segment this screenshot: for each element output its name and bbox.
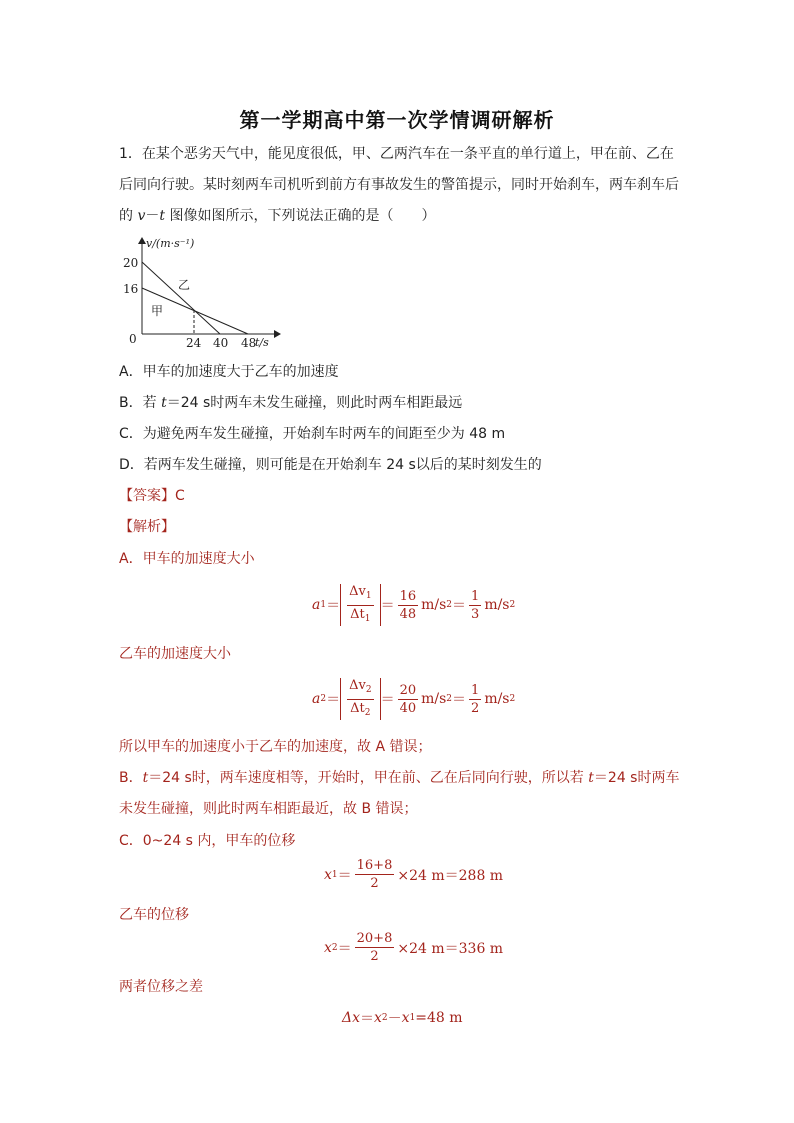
b1-mid: ＝24 s时，两车速度相等，开始时，甲在前、乙在后同向行驶，所以若 — [148, 770, 589, 786]
f1-eq2: ＝ — [380, 598, 395, 614]
question-line-2: 后同向行驶。某时刻两车司机听到前方有事故发生的警笛提示，同时开始刹车，两车刹车后 — [119, 177, 679, 193]
f3-frac — [355, 857, 395, 892]
f2-den: 40 — [399, 700, 417, 716]
f1-dt: Δt — [350, 606, 365, 622]
analysis-yi-displacement: 乙车的位移 — [119, 907, 189, 923]
question-line-1: 1．在某个恶劣天气中，能见度很低，甲、乙两汽车在一条平直的单行道上，甲在前、乙在 — [119, 146, 674, 162]
option-d: D．若两车发生碰撞，则可能是在开始刹车 24 s以后的某时刻发生的 — [119, 457, 542, 473]
f2-unit-sup: 2 — [446, 694, 453, 704]
f2-dt-sub: 2 — [364, 707, 371, 718]
f3-lhs-sub: 1 — [331, 869, 338, 880]
page-title: 第一学期高中第一次学情调研解析 — [239, 108, 555, 132]
f4-eq: ＝ — [337, 940, 352, 957]
f1-dv: Δv — [349, 583, 366, 599]
answer-line — [119, 486, 185, 506]
f2-unit2: m/s — [484, 691, 510, 707]
var-t: t — [159, 208, 166, 224]
f3-tail: ×24 m＝288 m — [397, 867, 504, 884]
f4-lhs-sub: 2 — [331, 942, 338, 953]
f1-unit2-sup: 2 — [509, 600, 516, 610]
b1-pre: B． — [119, 770, 143, 786]
y-tick-0: 0 — [129, 332, 137, 346]
x-tick-48: 48 — [241, 336, 257, 350]
formula-a1 — [312, 584, 515, 626]
minus-sign: － — [145, 208, 160, 224]
f2-dv: Δv — [349, 677, 366, 693]
f3-eq: ＝ — [337, 867, 352, 884]
f1-num: 16 — [399, 588, 417, 604]
f5-x2: x — [374, 1010, 382, 1026]
f2-eq3: ＝ — [452, 692, 467, 708]
var-t: t — [161, 395, 167, 411]
question-line-3-pre: 的 — [119, 208, 138, 224]
f2-frac2 — [469, 682, 481, 717]
f2-unit: m/s — [421, 691, 447, 707]
f2-num: 20 — [399, 682, 417, 698]
f4-frac — [355, 930, 395, 965]
analysis-a-head: A．甲车的加速度大小 — [119, 551, 255, 567]
f3-den: 2 — [370, 876, 379, 891]
f2-frac — [398, 682, 419, 717]
question-line-3-post: 图像如图所示，下列说法正确的是（ ） — [165, 208, 436, 224]
option-b-pre: B．若 — [119, 395, 162, 411]
option-a: A．甲车的加速度大于乙车的加速度 — [119, 364, 339, 380]
var-v: v — [137, 208, 146, 224]
formula-a2 — [312, 678, 515, 720]
f1-eq: ＝ — [326, 598, 341, 614]
y-tick-20: 20 — [123, 256, 139, 270]
f2-n2: 1 — [471, 682, 480, 698]
f2-dt: Δt — [350, 700, 365, 716]
y-tick-16: 16 — [123, 282, 139, 296]
f5-x1: x — [401, 1010, 410, 1026]
option-c: C．为避免两车发生碰撞，开始刹车时两车的间距至少为 48 m — [119, 426, 506, 442]
label-yi: 乙 — [178, 278, 191, 292]
f3-lhs: x — [324, 866, 332, 883]
y-axis-label: v/(m·s⁻¹) — [146, 237, 195, 250]
f2-dv-sub: 2 — [365, 684, 372, 695]
f1-abs — [340, 584, 380, 626]
f4-den: 2 — [370, 949, 379, 964]
f2-unit2-sup: 2 — [509, 694, 516, 704]
f2-eq2: ＝ — [380, 692, 395, 708]
answer-value: C — [175, 488, 185, 504]
f1-n2: 1 — [471, 588, 480, 604]
f1-lhs: a — [312, 597, 321, 613]
f5-x2-sub: 2 — [381, 1013, 388, 1023]
analysis-diff-head: 两者位移之差 — [119, 979, 203, 995]
f1-den: 48 — [399, 606, 417, 622]
f1-unit-sup: 2 — [446, 600, 453, 610]
question-line-3 — [119, 206, 435, 226]
f2-d2: 2 — [471, 700, 480, 716]
option-b-post: ＝24 s时两车未发生碰撞，则此时两车相距最远 — [166, 395, 463, 411]
var-t: t — [142, 770, 149, 786]
b1-post: ＝24 s时两车 — [593, 770, 680, 786]
f2-ratio — [347, 677, 373, 722]
analysis-a-conclusion: 所以甲车的加速度小于乙车的加速度，故 A 错误； — [119, 739, 432, 755]
f5-eq: ＝ — [360, 1011, 375, 1027]
f1-d2: 3 — [471, 606, 480, 622]
x-axis-label: t/s — [255, 336, 269, 349]
x-tick-40: 40 — [213, 336, 229, 350]
analysis-label: 【解析】 — [119, 519, 175, 535]
f4-num: 20+8 — [356, 931, 393, 946]
f5-x1-sub: 1 — [409, 1013, 416, 1023]
f4-tail: ×24 m＝336 m — [397, 940, 504, 957]
vt-graph — [114, 234, 286, 352]
line-yi — [142, 262, 220, 334]
formula-x2 — [324, 930, 503, 965]
f2-lhs: a — [312, 691, 321, 707]
analysis-yi-head: 乙车的加速度大小 — [119, 646, 231, 662]
analysis-c-head: C．0~24 s 内，甲车的位移 — [119, 833, 296, 849]
f1-lhs-sub: 1 — [320, 600, 327, 610]
f1-dv-sub: 1 — [365, 590, 372, 601]
x-axis-arrow — [274, 330, 281, 338]
f1-frac — [398, 588, 419, 623]
f1-frac2 — [469, 588, 481, 623]
f5-delta: Δx — [342, 1010, 361, 1026]
x-tick-24: 24 — [186, 336, 202, 350]
analysis-b-line-1 — [119, 768, 679, 788]
f5-minus: － — [387, 1011, 402, 1027]
f2-lhs-sub: 2 — [320, 694, 327, 704]
var-t: t — [588, 770, 594, 786]
f1-ratio — [347, 583, 373, 628]
f1-unit2: m/s — [484, 597, 510, 613]
f2-abs — [340, 678, 380, 720]
analysis-b-line-2: 未发生碰撞，则此时两车相距最近，故 B 错误； — [119, 801, 418, 817]
formula-diff — [342, 1008, 463, 1028]
f5-tail: =48 m — [415, 1010, 463, 1026]
answer-label: 【答案】 — [119, 488, 175, 504]
f2-eq: ＝ — [326, 692, 341, 708]
y-axis-arrow — [138, 237, 146, 244]
label-jia: 甲 — [151, 304, 164, 318]
f1-dt-sub: 1 — [364, 613, 371, 624]
f4-lhs: x — [324, 939, 332, 956]
option-b — [119, 393, 462, 413]
formula-x1 — [324, 857, 503, 892]
f1-eq3: ＝ — [452, 598, 467, 614]
f3-num: 16+8 — [356, 858, 393, 873]
f1-unit: m/s — [421, 597, 447, 613]
